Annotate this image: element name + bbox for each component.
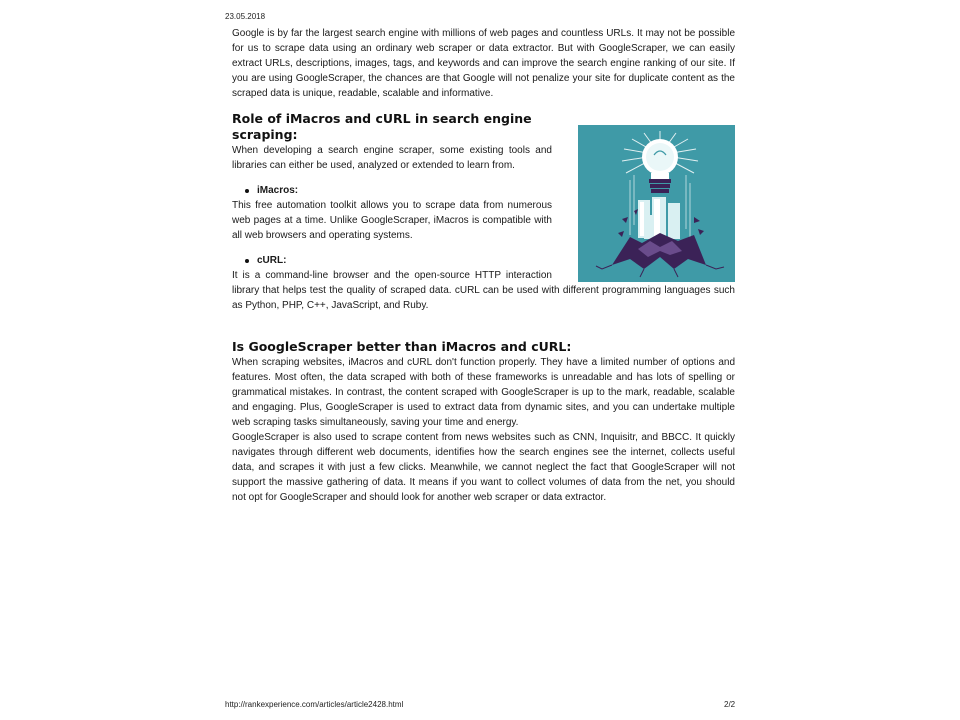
section-role-of-imacros-curl [232,111,735,313]
section-googlescraper-better [232,339,735,505]
print-date: 23.05.2018 [225,12,266,21]
article-body [232,26,735,505]
print-url: http://rankexperience.com/articles/article2428.html [225,700,404,709]
bullet-imacros: iMacros: [232,183,735,198]
bullet-curl: cURL: [232,253,735,268]
print-page-number: 2/2 [724,700,736,709]
section-heading-role: Role of iMacros and cURL in search engine scraping: [232,111,532,142]
section1-paragraph-1: When developing a search engine scraper, some existing tools and libraries can either be used, analyzed or extended to learn from. [232,145,552,171]
section-heading-better: Is GoogleScraper better than iMacros and cURL: [232,339,572,354]
section1-paragraph-3: It is a command-line browser and the open-source HTTP interaction library that helps test the quality of scraped data. cURL can be used with different programming languages such as Python, PHP, C++, JavaScript, and Ruby. [232,270,735,311]
section2-paragraph-2: GoogleScraper is also used to scrape content from news websites such as CNN, Inquisitr, and BBCC. It quickly navigates through different web documents, identifies how the search engines see the internet, collects useful data, and scrapes it with just a few clicks. Meanwhile, we cannot neglect the fact that GoogleScraper will not support the massive gathering of data. It means if you want to collect volumes of data from the net, you should not opt for GoogleScraper and should look for another web scraper or data extractor. [232,432,735,503]
intro-paragraph: Google is by far the largest search engine with millions of web pages and countless URLs. It may not be possible for us to scrape data using an ordinary web scraper or data extractor. But with GoogleScraper, we can easily extract URLs, descriptions, images, tags, and keywords and can improve the search engine ranking of our site. If you are using GoogleScraper, the chances are that Google will not penalize your site for duplicate content as the scraped data is unique, readable, scalable and informative. [232,28,735,99]
section1-paragraph-2: This free automation toolkit allows you to scrape data from numerous web pages at a time. Unlike GoogleScraper, iMacros is compatible with all web browsers and operating systems. [232,200,552,241]
section2-paragraph-1: When scraping websites, iMacros and cURL don't function properly. They have a limited number of options and features. Most often, the data scraped with both of these frameworks is unreadable and has lots of spelling or grammatical mistakes. In contrast, the content scraped with GoogleScraper is up to the mark, readable, scalable and engaging. Plus, GoogleScraper is used to extract data from dynamic sites, and you can undertake multiple web scraping tasks simultaneously, saving your time and energy. [232,357,735,428]
